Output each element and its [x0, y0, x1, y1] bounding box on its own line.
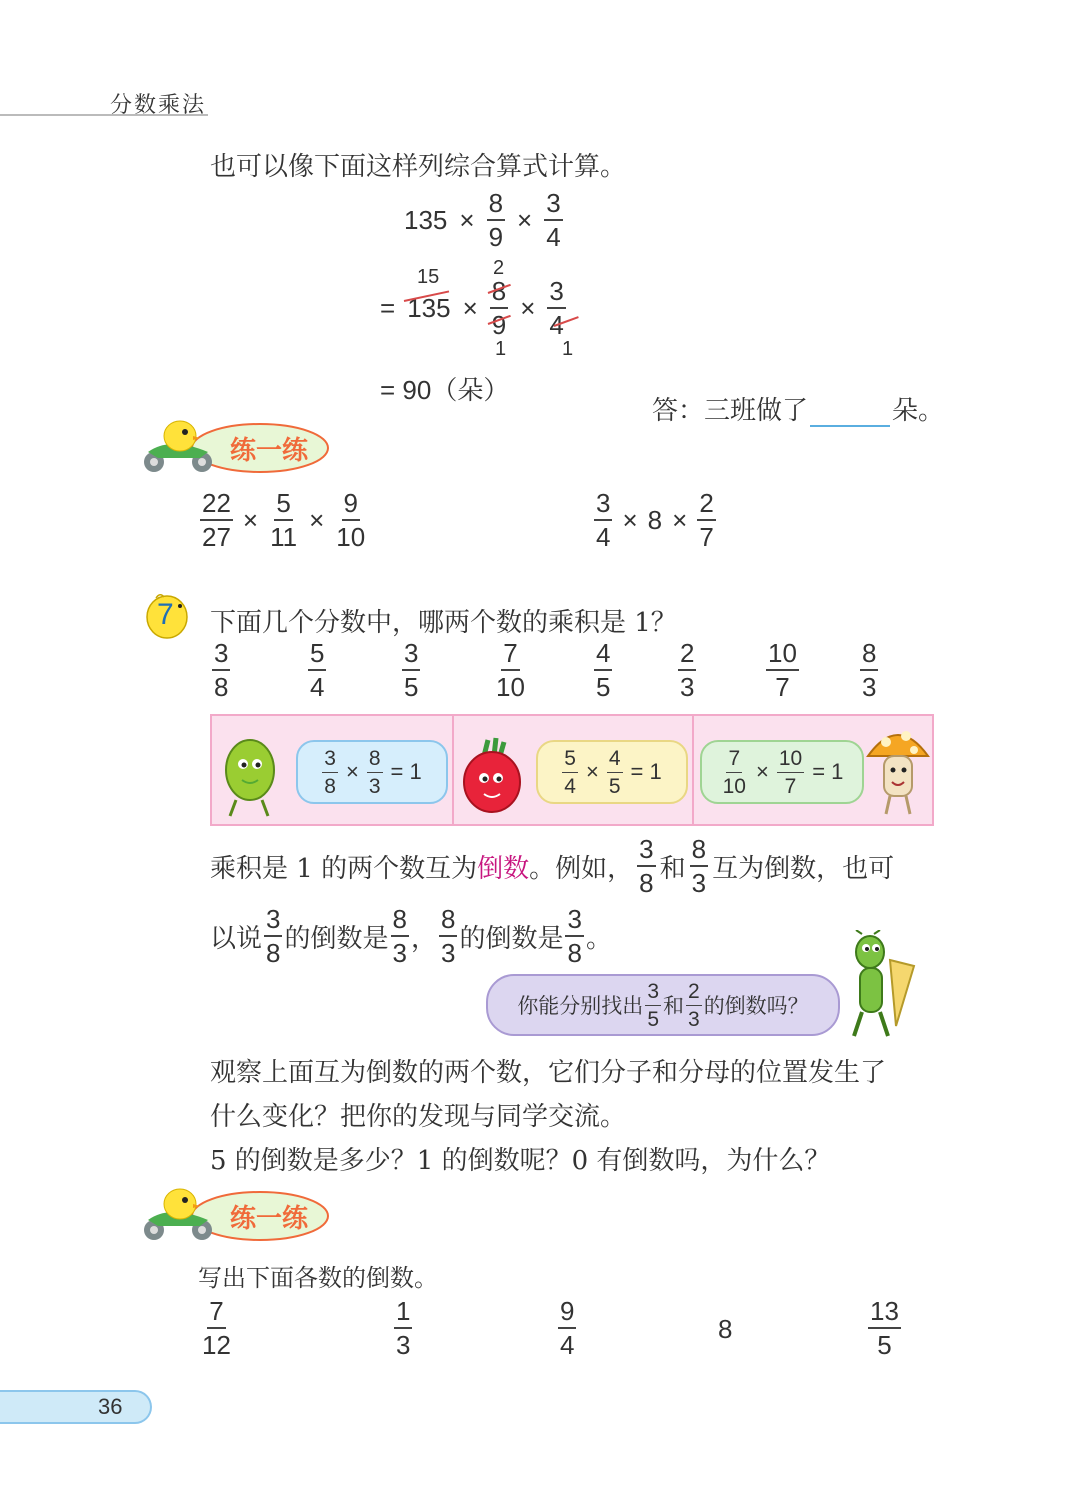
hint-text: 和	[663, 994, 684, 1018]
fraction: $\frac{2}{7}$	[699, 488, 714, 552]
answer-prefix: 答：三班做了	[652, 396, 809, 426]
fraction: $\frac{10}{7}$	[768, 638, 797, 702]
speech-bubble	[700, 740, 864, 804]
definition-text: 互为倒数，也可	[712, 853, 895, 884]
fraction: $\frac{2}{3}$	[688, 979, 700, 1031]
definition-text: 。例如，	[529, 853, 634, 884]
reduced-1a: 1	[495, 338, 507, 360]
fraction: $\frac{3}{8}$	[324, 746, 336, 798]
fraction: $\frac{9}{10}$	[336, 488, 366, 552]
observe-line-2: 什么变化？把你的发现与同学交流。	[210, 1102, 627, 1132]
mushroom-character-icon	[864, 720, 932, 820]
fraction: $\frac{2}{3}$	[680, 638, 695, 702]
observe-line-1: 观察上面互为倒数的两个数，它们分子和分母的位置发生了	[210, 1058, 887, 1088]
panel-divider	[452, 716, 454, 824]
answer-suffix: 朵。	[892, 396, 945, 426]
fraction: $\frac{8}{3}$	[691, 834, 707, 898]
fraction: $\frac{4}{5}$	[596, 638, 611, 702]
times-sign: ×	[459, 204, 475, 235]
equals-one: = 1	[390, 759, 422, 784]
equals-sign: =	[380, 292, 396, 323]
fraction: $\frac{3}{4}$	[549, 276, 564, 340]
definition-text: 的倒数是	[284, 923, 389, 954]
fraction: $\frac{3}{4}$	[546, 188, 561, 252]
whole-number: 8	[718, 1314, 733, 1344]
times-sign: ×	[585, 759, 599, 784]
definition-text: 乘积是 1 的两个数互为	[210, 853, 478, 884]
times-sign: ×	[242, 504, 259, 535]
definition-text: ，	[410, 923, 437, 954]
times-sign: ×	[672, 504, 688, 535]
times-sign: ×	[622, 504, 638, 535]
practice-title: 练一练	[230, 436, 309, 466]
reciprocal-examples-panel	[210, 714, 934, 826]
grasshopper-character-icon	[840, 930, 920, 1040]
definition-line-2	[210, 906, 612, 966]
fraction: $\frac{3}{4}$	[596, 488, 611, 552]
fraction: $\frac{8}{3}$	[392, 904, 407, 968]
equals-one: = 1	[630, 759, 662, 784]
hint-bubble	[486, 974, 840, 1036]
calc-result: = 90（朵）	[380, 375, 510, 405]
definition-text: 。	[585, 923, 612, 954]
example-question: 下面几个分数中，哪两个数的乘积是 1？	[210, 608, 677, 638]
fraction: $\frac{4}{5}$	[608, 746, 621, 798]
times-sign: ×	[309, 504, 325, 535]
fraction: $\frac{5}{4}$	[564, 746, 576, 798]
practice1-problem-2	[594, 488, 716, 552]
definition-line-1	[210, 836, 894, 896]
practice2-instruction: 写出下面各数的倒数。	[198, 1264, 438, 1292]
times-sign: ×	[520, 292, 536, 323]
calc-135-struck: 135	[407, 292, 451, 323]
calc-line-2	[380, 278, 566, 338]
reduced-15: 15	[417, 266, 440, 288]
calc-line-1	[404, 190, 563, 250]
reduced-1b: 1	[562, 338, 574, 360]
key-term: 倒数	[477, 853, 530, 884]
page-header-title: 分数乘法	[110, 93, 207, 118]
answer-blank[interactable]	[810, 399, 890, 427]
whole-number: 8	[647, 504, 663, 535]
radish-character-icon	[458, 736, 528, 820]
observe-line-3: 5 的倒数是多少？1 的倒数呢？0 有倒数吗，为什么？	[210, 1146, 831, 1176]
fraction: $\frac{5}{4}$	[310, 638, 325, 702]
definition-text: 的倒数是	[459, 923, 564, 954]
fraction: $\frac{8}{3}$	[440, 904, 456, 968]
fraction: $\frac{3}{8}$	[214, 638, 229, 702]
equals-one: = 1	[812, 759, 844, 784]
reduced-2: 2	[493, 257, 505, 279]
fraction: $\frac{7}{12}$	[202, 1296, 231, 1360]
intro-text: 也可以像下面这样列综合算式计算。	[210, 152, 627, 182]
practice-title: 练一练	[230, 1204, 309, 1234]
fraction: $\frac{8}{3}$	[862, 638, 877, 702]
calc-135: 135	[404, 204, 448, 235]
fraction: $\frac{8}{9}$	[488, 188, 504, 252]
times-sign: ×	[517, 204, 533, 235]
definition-text: 和	[659, 853, 686, 884]
speech-bubble	[296, 740, 448, 804]
leaf-character-icon	[216, 730, 290, 820]
hint-text: 你能分别找出	[517, 994, 644, 1018]
fraction: $\frac{3}{8}$	[639, 834, 654, 898]
fraction: $\frac{3}{5}$	[647, 979, 659, 1031]
example-number: 7	[157, 598, 174, 631]
fraction: $\frac{9}{4}$	[560, 1296, 575, 1360]
practice1-problem-1	[200, 488, 367, 552]
fraction: $\frac{8}{9}$	[491, 276, 507, 340]
fraction-row	[206, 640, 896, 704]
fraction: $\frac{22}{27}$	[202, 488, 231, 552]
fraction: $\frac{8}{3}$	[368, 746, 381, 798]
page-number-tab	[0, 1390, 152, 1424]
speech-bubble	[536, 740, 688, 804]
hint-text: 的倒数吗？	[703, 994, 809, 1018]
times-sign: ×	[345, 759, 359, 784]
fraction: $\frac{7}{10}$	[722, 746, 746, 798]
times-sign: ×	[462, 292, 478, 323]
fraction: $\frac{10}{7}$	[778, 746, 803, 798]
practice2-items	[196, 1298, 916, 1362]
fraction: $\frac{3}{8}$	[567, 904, 582, 968]
fraction: $\frac{3}{8}$	[266, 904, 281, 968]
times-sign: ×	[755, 759, 769, 784]
fraction: $\frac{3}{5}$	[404, 638, 419, 702]
definition-text: 以说	[210, 923, 263, 954]
fraction: $\frac{7}{10}$	[496, 638, 525, 702]
page-number: 36	[98, 1394, 123, 1419]
fraction: $\frac{1}{3}$	[396, 1296, 411, 1360]
answer-line	[652, 390, 944, 427]
fraction: $\frac{13}{5}$	[870, 1296, 899, 1360]
fraction: $\frac{5}{11}$	[270, 488, 298, 552]
panel-divider	[692, 716, 694, 824]
